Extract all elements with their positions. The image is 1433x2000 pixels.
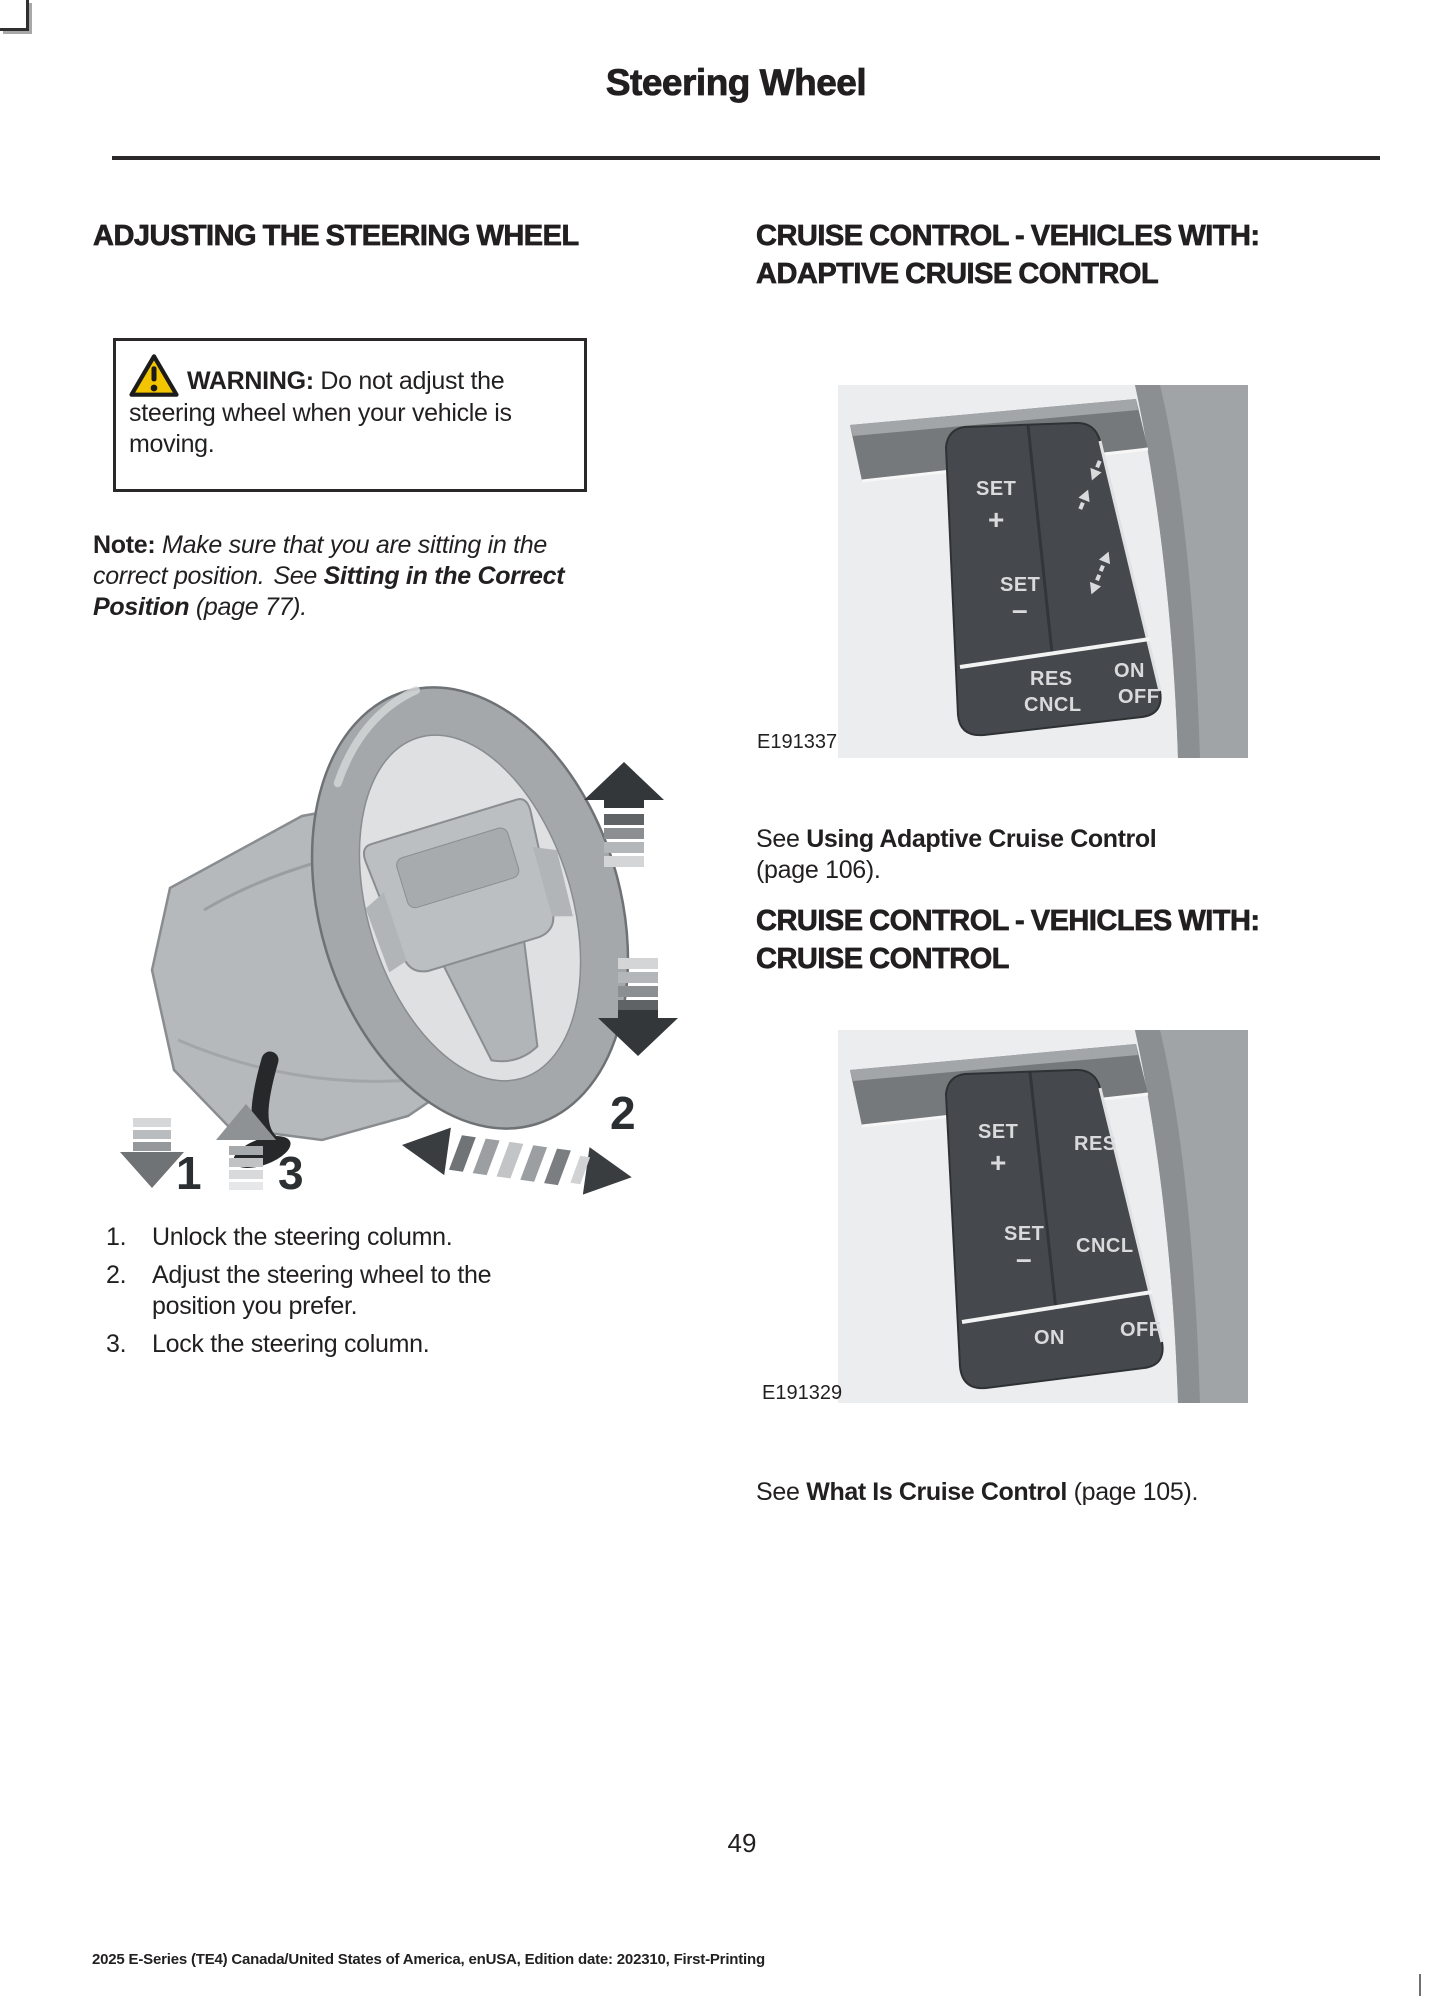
page-ref: (page 105). (1073, 1478, 1199, 1506)
set-plus-button-label: SET (978, 1121, 1019, 1143)
note-link-sitting-in-correct-position: Sitting in the Correct Position (93, 562, 565, 621)
res-button-label: RES (1074, 1133, 1117, 1155)
page-number: 49 (727, 1828, 757, 1858)
page-title: Steering Wheel (605, 62, 867, 103)
figure-label-1: 1 (176, 1147, 202, 1199)
lever-down-arrow (120, 1118, 184, 1188)
warning-label: WARNING: (187, 367, 314, 395)
note-see: See (273, 562, 317, 590)
cross-reference-cruise (756, 1477, 1366, 1508)
cross-reference-adaptive (756, 824, 1206, 886)
corner-crop-mark (0, 0, 29, 31)
bottom-crop-mark (1419, 1974, 1421, 1996)
heading-adjusting-steering-wheel: ADJUSTING THE STEERING WHEEL (93, 220, 579, 252)
link-what-is-cruise-control: What Is Cruise Control (806, 1478, 1067, 1506)
note-text: Make sure that you are sitting in the correct position. (93, 531, 547, 590)
adaptive-cruise-controls-figure (838, 385, 1248, 758)
set-minus-button-label: SET (1000, 574, 1041, 596)
on-button-label: ON (1034, 1327, 1065, 1349)
figure-id-label: E191337 (757, 731, 838, 753)
step-item: Lock the steering column. (152, 1330, 430, 1358)
link-using-adaptive-cruise-control: Using Adaptive Cruise Control (806, 825, 1157, 853)
plus-icon: + (990, 1147, 1007, 1178)
minus-icon: – (1012, 594, 1028, 625)
figure-id-label: E191329 (762, 1382, 843, 1404)
note-paragraph (93, 530, 598, 623)
warning-text: Do not adjust the steering wheel when your vehicle is moving. (129, 367, 512, 458)
telescope-arrow (399, 1121, 635, 1200)
cncl-button-label: CNCL (1076, 1235, 1134, 1257)
minus-icon: – (1016, 1243, 1032, 1274)
warning-triangle-icon (129, 367, 187, 395)
figure-label-3: 3 (278, 1147, 304, 1199)
plus-icon: + (988, 504, 1005, 535)
heading-adaptive-cruise-control: CRUISE CONTROL - VEHICLES WITH: ADAPTIVE CRUISE CONTROL (756, 220, 1260, 290)
set-minus-button-label: SET (1004, 1223, 1045, 1245)
set-plus-button-label: SET (976, 478, 1017, 500)
see-prefix: See (756, 825, 800, 853)
steering-adjustment-figure (112, 640, 692, 1200)
note-label: Note: (93, 531, 156, 559)
cncl-button-label: CNCL (1024, 694, 1082, 716)
on-button-label: ON (1114, 660, 1145, 682)
edition-footer: 2025 E-Series (TE4) Canada/United States of America, enUSA, Edition date: 202310, First-Printing (92, 1951, 765, 1968)
cruise-controls-figure (838, 1030, 1248, 1403)
heading-cruise-control: CRUISE CONTROL - VEHICLES WITH: CRUISE CONTROL (756, 905, 1260, 975)
steps-list (100, 1222, 530, 1367)
res-button-label: RES (1030, 668, 1073, 690)
off-button-label: OFF (1120, 1319, 1162, 1341)
step-item: Unlock the steering column. (152, 1223, 453, 1251)
title-divider (112, 156, 1380, 160)
see-prefix: See (756, 1478, 800, 1506)
step-item: Adjust the steering wheel to the position you prefer. (152, 1261, 492, 1320)
off-button-label: OFF (1118, 686, 1160, 708)
figure-label-2: 2 (610, 1087, 636, 1139)
page-ref: (page 106). (756, 856, 881, 884)
note-page-ref: (page 77). (195, 593, 307, 621)
warning-box (113, 338, 587, 492)
